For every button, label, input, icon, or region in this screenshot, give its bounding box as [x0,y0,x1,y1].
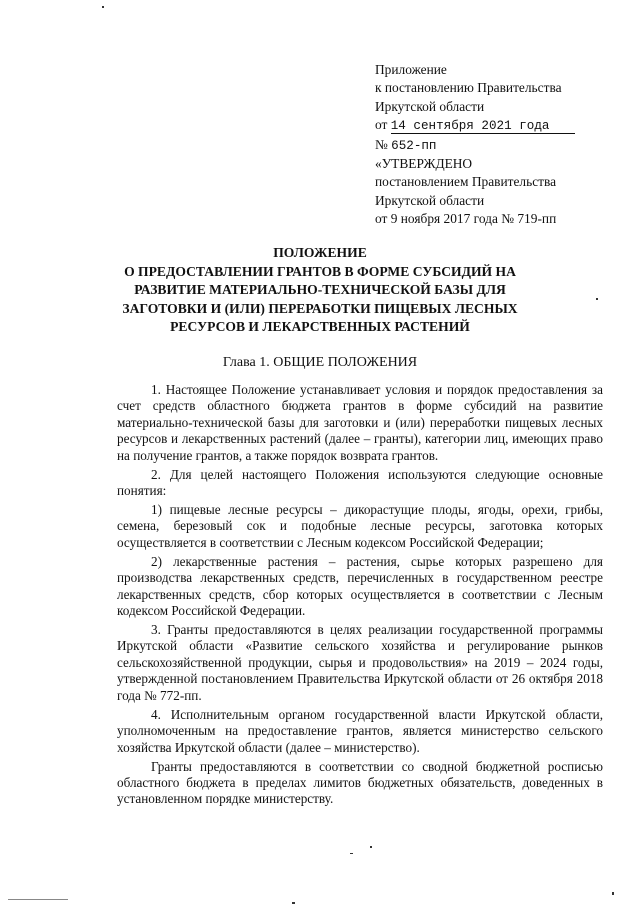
paragraph: 2) лекарственные растения – растения, сырье которых разрешено для производства лекарственных средств, перечисленных в государственном реестре лекарственных средств, сбор которых осуществляется в соответствии с Лесным кодексом Российской Федерации. [117,553,603,619]
appendix-block [375,61,625,229]
scan-speck [102,6,104,8]
appendix-line: Иркутской области [375,98,485,114]
date-value: 14 сентября 2021 года [391,119,576,134]
title-line: О ПРЕДОСТАВЛЕНИИ ГРАНТОВ В ФОРМЕ СУБСИДИЙ НА [124,263,516,279]
title-line: ЗАГОТОВКИ И (ИЛИ) ПЕРЕРАБОТКИ ПИЩЕВЫХ ЛЕСНЫХ [122,300,518,316]
approved-line: «УТВЕРЖДЕНО [375,156,473,172]
paragraph: 3. Гранты предоставляются в целях реализации государственной программы Иркутской области «Развитие сельского хозяйства и регулирование рынков сельскохозяйственной продукции, сырья и продовольствия» на 2019 – 2024 годы, утвержденной постановлением Правительства Иркутской области от 26 октября 2018 года № 772-пп. [117,622,603,703]
number-label: № [375,136,388,152]
paragraph: 1. Настоящее Положение устанавливает условия и порядок предоставления за счет средств областного бюджета грантов в форме субсидий на развитие материально-технической базы для заготовки и (или) переработки пищевых лесных ресурсов и лекарственных растений (далее – гранты), категории лиц, имеющих право на получение грантов, а также порядок возврата грантов. [117,382,603,463]
title-line: РАЗВИТИЕ МАТЕРИАЛЬНО-ТЕХНИЧЕСКОЙ БАЗЫ ДЛЯ [134,282,506,298]
appendix-number-line [375,136,625,155]
scan-speck [612,892,614,895]
document-title [80,244,560,337]
scan-speck [370,846,372,848]
chapter-heading: Глава 1. ОБЩИЕ ПОЛОЖЕНИЯ [222,355,418,370]
approved-line: постановлением Правительства [375,174,557,190]
paragraph: 1) пищевые лесные ресурсы – дикорастущие плоды, ягоды, орехи, грибы, семена, березовый сок и подобные лесные ресурсы, заготовка которых осуществляется в соответствии с Лесным кодексом Российской Федерации; [117,502,603,550]
date-prefix: от [375,117,388,133]
approved-line: от 9 ноября 2017 года № 719-пп [375,211,557,227]
number-value: 652-пп [391,138,437,153]
paragraph: 2. Для целей настоящего Положения используются следующие основные понятия: [117,466,603,499]
body-text [117,382,603,810]
scan-speck [292,902,295,904]
scan-speck [596,298,598,300]
appendix-date-line [375,116,625,135]
paragraph: Гранты предоставляются в соответствии со сводной бюджетной росписью областного бюджета в пределах лимитов бюджетных обязательств, доведенных в установленном порядке министерству. [117,758,603,807]
title-line: ПОЛОЖЕНИЕ [273,245,367,260]
appendix-line: к постановлению Правительства [375,80,562,96]
title-line: РЕСУРСОВ И ЛЕКАРСТВЕННЫХ РАСТЕНИЙ [170,319,470,335]
appendix-line: Приложение [375,62,447,77]
scan-speck [8,899,68,900]
scan-speck [350,853,353,854]
paragraph: 4. Исполнительным органом государственной власти Иркутской области, уполномоченным на предоставление грантов, является министерство сельского хозяйства Иркутской области (далее – министерство). [117,706,603,755]
approved-line: Иркутской области [375,192,485,208]
